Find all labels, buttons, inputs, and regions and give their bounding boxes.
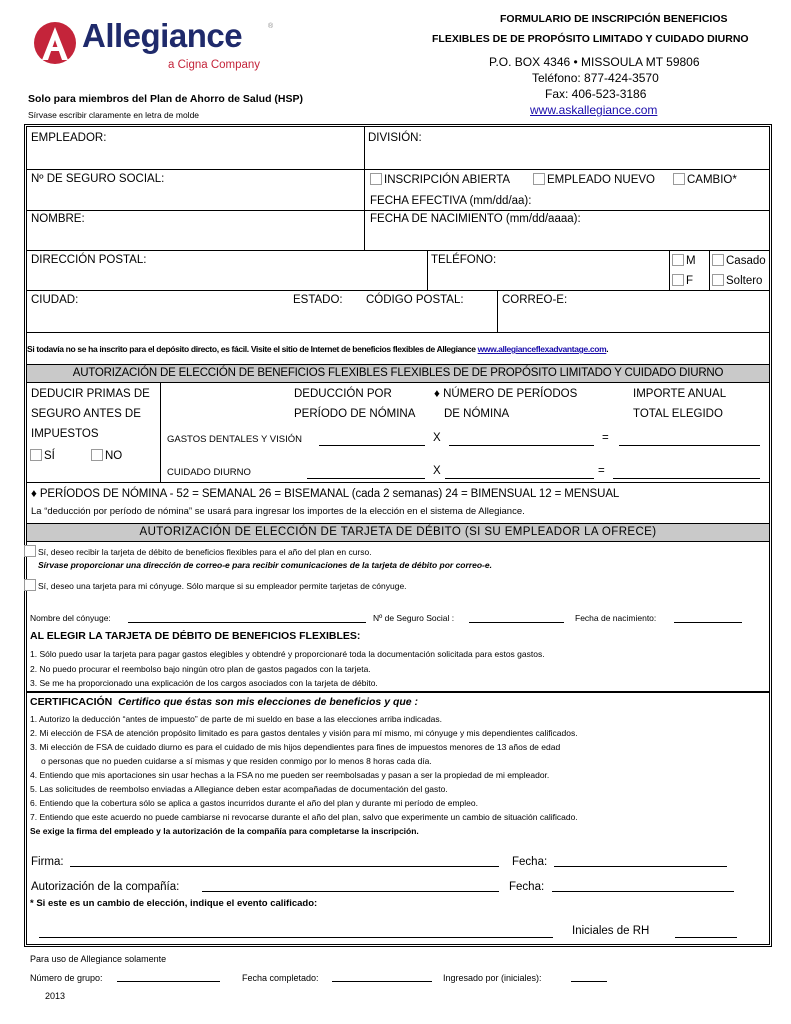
- col-total-line2: TOTAL ELEGIDO: [633, 408, 723, 420]
- direct-deposit-note: Si todavía no se ha inscrito para el depósito directo, es fácil. Visite el sitio de Internet de beneficios flexibles de Allegiance www.allegianceflexadvantage.com.: [27, 344, 609, 354]
- divider: [27, 169, 769, 170]
- brand-subtitle: a Cigna Company: [168, 59, 261, 71]
- form-year: 2013: [45, 991, 66, 1001]
- divider: [709, 250, 710, 290]
- contact-phone: Teléfono: 877-424-3570: [532, 71, 659, 85]
- signature-label: Firma:: [31, 856, 64, 868]
- completed-date-input[interactable]: [332, 972, 432, 982]
- website-link[interactable]: www.askallegiance.com: [530, 103, 658, 117]
- company-auth-date-label: Fecha:: [509, 881, 545, 893]
- gender-option-f[interactable]: F: [672, 274, 693, 287]
- registered-mark: ®: [268, 23, 274, 30]
- pretax-label-line2: SEGURO ANTES DE: [31, 408, 141, 420]
- debit-card-term: 2. No puedo procurar el reembolso bajo ningún otro plan de gastos pagados con la tarjeta.: [30, 664, 371, 674]
- divider: [27, 332, 769, 333]
- election-section-header: AUTORIZACIÓN DE ELECCIÓN DE BENEFICIOS FLEXIBLES FLEXIBLES DE DE PROPÓSITO LIMITADO Y CUIDADO DIURNO: [27, 364, 769, 383]
- debit-card-option-spouse[interactable]: Sí, deseo una tarjeta para mi cónyuge. Sólo marque si su empleador permite tarjetas de cónyuge.: [24, 579, 407, 591]
- col-deduction-line2: PERÍODO DE NÓMINA: [294, 408, 416, 420]
- daycare-total-input[interactable]: [613, 468, 760, 479]
- hsp-title: Solo para miembros del Plan de Ahorro de Salud (HSP): [28, 93, 303, 105]
- certification-heading: [30, 696, 418, 708]
- change-event-note: * Si este es un cambio de elección, indique el evento calificado:: [30, 898, 318, 909]
- marital-option-married[interactable]: Casado: [712, 254, 766, 267]
- signature-input[interactable]: [70, 856, 499, 867]
- signature-required-note: Se exige la firma del empleado y la autorización de la compañía para completarse la inscripción.: [30, 826, 419, 836]
- divider: [669, 250, 670, 290]
- pretax-option-yes[interactable]: SÍ: [30, 449, 55, 462]
- flex-advantage-link[interactable]: www.allegianceflexadvantage.com: [477, 344, 607, 354]
- spouse-birth-label: Fecha de nacimiento:: [575, 613, 657, 623]
- divider: [427, 250, 428, 290]
- certification-item-continued: o personas que no pueden cuidarse a sí mismas y que residen conmigo por lo menos 8 horas cada día.: [41, 756, 432, 766]
- spouse-ssn-input[interactable]: [469, 612, 564, 623]
- daycare-label: CUIDADO DIURNO: [167, 467, 251, 478]
- certification-item: 4. Entiendo que mis aportaciones sin usar hechas a la FSA no me pueden ser reembolsadas y pasan a ser la propiedad de mi empleador.: [30, 770, 550, 780]
- daycare-deduction-input[interactable]: [307, 468, 425, 479]
- debit-card-email-note: Sírvase proporcionar una dirección de correo-e para recibir comunicaciones de la tarjeta de débito por correo-e.: [38, 560, 492, 570]
- checkbox-open-enrollment[interactable]: [370, 173, 382, 185]
- hr-initials-label: Iniciales de RH: [572, 925, 650, 937]
- daycare-periods-input[interactable]: [445, 468, 594, 479]
- col-periods-line1: ♦ NÚMERO DE PERÍODOS: [434, 388, 578, 400]
- certification-title: CERTIFICACIÓN: [30, 696, 113, 708]
- certification-item: 7. Entiendo que este acuerdo no puede cambiarse ni revocarse durante el año del plan, salvo que experimente un cambio de situación calificado.: [30, 812, 578, 822]
- allegiance-a-icon: [32, 20, 78, 66]
- hr-initials-input[interactable]: [675, 927, 737, 938]
- equals-sign: =: [598, 465, 605, 477]
- checkbox-single[interactable]: [712, 274, 724, 286]
- divider: [27, 290, 769, 291]
- form-title-line1: FORMULARIO DE INSCRIPCIÓN BENEFICIOS: [500, 13, 728, 25]
- group-number-input[interactable]: [117, 972, 220, 982]
- spouse-name-input[interactable]: [128, 612, 366, 623]
- pretax-label-line3: IMPUESTOS: [31, 428, 99, 440]
- checkbox-male[interactable]: [672, 254, 684, 266]
- form-title-line2: FLEXIBLES DE DE PROPÓSITO LIMITADO Y CUIDADO DIURNO: [432, 33, 749, 45]
- deduction-usage-note: La “deducción por período de nómina” se usará para ingresar los importes de la elección en el sistema de Allegiance.: [31, 506, 525, 517]
- debit-card-section-header: AUTORIZACIÓN DE ELECCIÓN DE TARJETA DE DÉBITO (SI SU EMPLEADOR LA OFRECE): [27, 523, 769, 542]
- effective-date-field[interactable]: FECHA EFECTIVA (mm/dd/aa):: [370, 195, 532, 207]
- certification-item: 1. Autorizo la deducción “antes de impuesto” de parte de mi sueldo en base a las elecciones arriba indicadas.: [30, 714, 443, 724]
- checkbox-new-employee[interactable]: [533, 173, 545, 185]
- pretax-option-no[interactable]: NO: [91, 449, 122, 462]
- spouse-ssn-label: Nº de Seguro Social :: [373, 613, 455, 623]
- dental-vision-periods-input[interactable]: [449, 435, 594, 446]
- certification-item: 2. Mi elección de FSA de atención propósito limitado es para gastos dentales y visión para mí mismo, mi cónyuge y mis dependientes calificados.: [30, 728, 578, 738]
- checkbox-change[interactable]: [673, 173, 685, 185]
- divider: [364, 127, 365, 250]
- enrollment-form: [24, 124, 772, 947]
- times-sign: X: [433, 465, 441, 477]
- signature-date-label: Fecha:: [512, 856, 548, 868]
- divider: [27, 250, 769, 251]
- pretax-label-line1: DEDUCIR PRIMAS DE: [31, 388, 150, 400]
- dental-vision-total-input[interactable]: [619, 435, 760, 446]
- checkbox-married[interactable]: [712, 254, 724, 266]
- entered-by-label: Ingresado por (iniciales):: [443, 973, 542, 983]
- certification-item: 3. Mi elección de FSA de cuidado diurno es para el cuidado de mis hijos dependientes para fines de impuestos menores de 13 años de edad: [30, 742, 561, 752]
- ssn-field[interactable]: Nº DE SEGURO SOCIAL:: [31, 173, 165, 185]
- debit-card-term: 3. Se me ha proporcionado una explicación de los cargos asociados con la tarjeta de débito.: [30, 678, 378, 688]
- signature-date-input[interactable]: [554, 856, 727, 867]
- employer-field[interactable]: EMPLEADOR:: [31, 132, 107, 144]
- mailing-address: P.O. BOX 4346 • MISSOULA MT 59806: [489, 55, 700, 69]
- divider: [497, 290, 498, 332]
- company-auth-date-input[interactable]: [552, 881, 734, 892]
- email-field[interactable]: CORREO-E:: [502, 294, 568, 306]
- birth-date-field[interactable]: FECHA DE NACIMIENTO (mm/dd/aaaa):: [370, 213, 581, 225]
- change-event-input[interactable]: [39, 927, 553, 938]
- enrollment-option-new-employee[interactable]: EMPLEADO NUEVO: [533, 173, 655, 186]
- certification-item: 6. Entiendo que la cobertura sólo se aplica a gastos incurridos durante el año del plan y durante mi período de empleo.: [30, 798, 478, 808]
- enrollment-option-open[interactable]: INSCRIPCIÓN ABIERTA: [370, 173, 510, 186]
- hsp-instructions: Sírvase escribir claramente en letra de molde: [28, 110, 200, 120]
- col-periods-line2: DE NÓMINA: [444, 408, 510, 420]
- checkbox-female[interactable]: [672, 274, 684, 286]
- dental-vision-label: GASTOS DENTALES Y VISIÓN: [167, 434, 302, 445]
- marital-option-single[interactable]: Soltero: [712, 274, 762, 287]
- equals-sign: =: [602, 432, 609, 444]
- checkbox-pretax-no[interactable]: [91, 449, 103, 461]
- divider: [160, 383, 161, 482]
- state-field[interactable]: ESTADO:: [293, 294, 343, 306]
- phone-field[interactable]: TELÉFONO:: [431, 254, 497, 266]
- office-use-label: Para uso de Allegiance solamente: [30, 954, 167, 964]
- brand-name: Allegiance: [82, 17, 243, 54]
- company-auth-label: Autorización de la compañía:: [31, 881, 180, 893]
- checkbox-pretax-yes[interactable]: [30, 449, 42, 461]
- col-total-line1: IMPORTE ANUAL: [633, 388, 727, 400]
- enrollment-option-change[interactable]: CAMBIO*: [673, 173, 737, 186]
- debit-card-option-self[interactable]: Sí, deseo recibir la tarjeta de débito de beneficios flexibles para el año del plan en curso.: [24, 545, 372, 557]
- pay-periods-note: ♦ PERÍODOS DE NÓMINA - 52 = SEMANAL 26 = BISEMANAL (cada 2 semanas) 24 = BIMENSUAL 12 = MENSUAL: [31, 488, 620, 500]
- divider: [27, 210, 769, 211]
- city-field[interactable]: CIUDAD:: [31, 294, 79, 306]
- mailing-address-field[interactable]: DIRECCIÓN POSTAL:: [31, 254, 147, 266]
- col-deduction-line1: DEDUCCIÓN POR: [294, 388, 392, 400]
- company-auth-input[interactable]: [202, 881, 499, 892]
- spouse-birth-input[interactable]: [674, 612, 742, 623]
- contact-fax: Fax: 406-523-3186: [545, 87, 647, 101]
- division-field[interactable]: DIVISIÓN:: [368, 132, 422, 144]
- checkbox-debit-card-self[interactable]: [24, 545, 36, 557]
- checkbox-debit-card-spouse[interactable]: [24, 579, 36, 591]
- spouse-name-label: Nombre del cónyuge:: [30, 613, 111, 623]
- certification-item: 5. Las solicitudes de reembolso enviadas a Allegiance deben estar acompañadas de documentación del gasto.: [30, 784, 448, 794]
- entered-by-input[interactable]: [571, 972, 607, 982]
- times-sign: X: [433, 432, 441, 444]
- certification-subtitle: Certifico que éstas son mis elecciones de beneficios y que :: [118, 696, 419, 708]
- debit-card-terms-title: AL ELEGIR LA TARJETA DE DÉBITO DE BENEFICIOS FLEXIBLES:: [30, 630, 361, 642]
- group-number-label: Número de grupo:: [30, 973, 103, 983]
- dental-vision-deduction-input[interactable]: [319, 435, 425, 446]
- zip-field[interactable]: CÓDIGO POSTAL:: [366, 294, 464, 306]
- divider: [27, 482, 769, 483]
- debit-card-term: 1. Sólo puedo usar la tarjeta para pagar gastos elegibles y obtendré y proporcionaré toda la documentación solicitada para estos gastos.: [30, 649, 545, 659]
- completed-date-label: Fecha completado:: [242, 973, 319, 983]
- name-field[interactable]: NOMBRE:: [31, 213, 85, 225]
- divider: [27, 691, 769, 693]
- gender-option-m[interactable]: M: [672, 254, 696, 267]
